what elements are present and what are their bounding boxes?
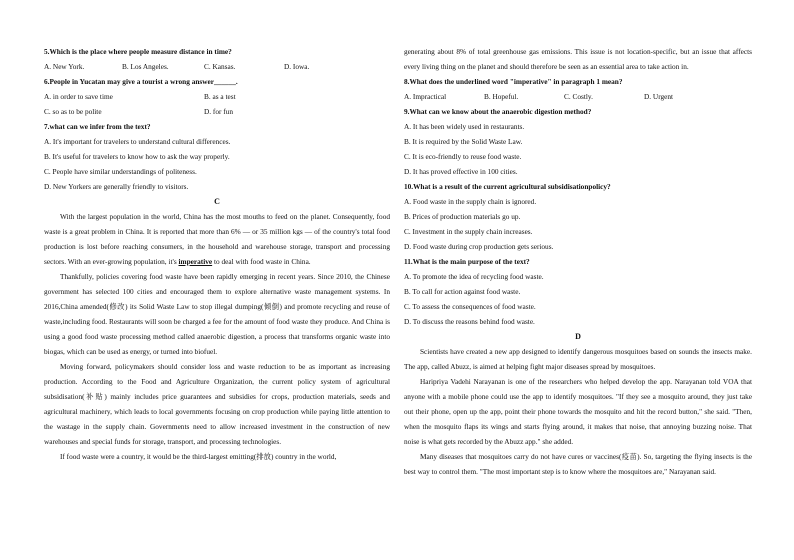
- q10-option-b[interactable]: B. Prices of production materials go up.: [404, 212, 521, 221]
- q9-option-c[interactable]: C. It is eco-friendly to reuse food waste.: [404, 152, 522, 161]
- q10-option-c[interactable]: C. Investment in the supply chain increases.: [404, 227, 533, 236]
- q7-option-d[interactable]: D. New Yorkers are generally friendly to visitors.: [44, 182, 189, 191]
- passage-c-paragraph-1: [44, 209, 390, 269]
- passage-c-p1-after: to deal with food waste in China.: [212, 257, 311, 266]
- q5-option-a[interactable]: A. New York.: [44, 62, 85, 71]
- passage-d-paragraph-1: Scientists have created a new app designed to identify dangerous mosquitoes based on sounds the insects make. The app, called Abuzz, is aimed at helping fight major diseases spread by mosquitoes.: [404, 347, 752, 371]
- question-7: 7.what can we infer from the text?: [44, 122, 151, 131]
- question-11: 11.What is the main purpose of the text?: [404, 257, 530, 266]
- q6-option-b[interactable]: B. as a test: [204, 92, 236, 101]
- q6-option-c[interactable]: C. so as to be polite: [44, 107, 102, 116]
- q9-option-a[interactable]: A. It has been widely used in restaurants.: [404, 122, 525, 131]
- question-9: 9.What can we know about the anaerobic digestion method?: [404, 107, 592, 116]
- passage-c-paragraph-3: Moving forward, policymakers should consider loss and waste reduction to be as important as increasing production. According to the Food and Agriculture Organization, the current policy system of agricultural subsidisation(补贴) mainly includes price guarantees and subsidies for crops, production materials, seeds and agricultural machinery, which leads to local governments focusing on crop production while paying little attention to the wastage in the supply chain. Governments need to allow increased investment in the construction of new warehouses and special funds for storage, transport, and processing technologies.: [44, 362, 390, 446]
- q11-option-a[interactable]: A. To promote the idea of recycling food waste.: [404, 272, 544, 281]
- q8-option-d[interactable]: D. Urgent: [644, 92, 674, 101]
- q5-option-b[interactable]: B. Los Angeles.: [122, 62, 169, 71]
- q11-option-d[interactable]: D. To discuss the reasons behind food waste.: [404, 317, 535, 326]
- q10-option-a[interactable]: A. Food waste in the supply chain is ignored.: [404, 197, 537, 206]
- question-10: 10.What is a result of the current agricultural subsidisationpolicy?: [404, 182, 611, 191]
- q7-option-b[interactable]: B. It's useful for travelers to know how to ask the way properly.: [44, 152, 230, 161]
- q7-option-c[interactable]: C. People have similar understandings of politeness.: [44, 167, 197, 176]
- passage-c-paragraph-4-start: If food waste were a country, it would be the third-largest emitting(排放) country in the world,: [60, 452, 337, 461]
- underlined-word-imperative: imperative: [178, 257, 213, 266]
- q6-option-d[interactable]: D. for fun: [204, 107, 233, 116]
- q6-option-a[interactable]: A. in order to save time: [44, 92, 113, 101]
- q9-option-b[interactable]: B. It is required by the Solid Waste Law.: [404, 137, 523, 146]
- passage-d-title: D: [575, 332, 581, 341]
- question-6-options-row-2: [44, 104, 390, 119]
- passage-c-paragraph-4-continued: generating about 8% of total greenhouse gas emissions. This issue is not location-specific, but an issue that affects every living thing on the planet and should therefore be seen as an essential area to take action in.: [404, 47, 752, 71]
- q11-option-c[interactable]: C. To assess the consequences of food waste.: [404, 302, 536, 311]
- passage-c-title: C: [214, 197, 220, 206]
- passage-c-p1-before: With the largest population in the world, China has the most mouths to feed on the planet. Consequently, food waste is a great problem in China. It is reported that more than 6% — or 35 million kgs — of the country's total food production is lost before reaching consumers, in the household and warehouse storage, transport and processing sectors. With an ever-growing population, it's: [44, 212, 390, 266]
- question-6: 6.People in Yucatan may give a tourist a wrong answer______.: [44, 77, 238, 86]
- q8-option-a[interactable]: A. Impractical: [404, 92, 447, 101]
- right-column: [404, 44, 752, 479]
- q5-option-c[interactable]: C. Kansas.: [204, 62, 236, 71]
- q10-option-d[interactable]: D. Food waste during crop production gets serious.: [404, 242, 554, 251]
- question-8: 8.What does the underlined word "imperative" in paragraph 1 mean?: [404, 77, 623, 86]
- question-5-options: [44, 59, 390, 74]
- q8-option-c[interactable]: C. Costly.: [564, 92, 593, 101]
- q9-option-d[interactable]: D. It has proved effective in 100 cities.: [404, 167, 518, 176]
- q7-option-a[interactable]: A. It's important for travelers to understand cultural differences.: [44, 137, 231, 146]
- q8-option-b[interactable]: B. Hopeful.: [484, 92, 519, 101]
- question-5: 5.Which is the place where people measure distance in time?: [44, 47, 232, 56]
- passage-d-paragraph-3: Many diseases that mosquitoes carry do not have cures or vaccines(疫苗). So, targeting the flying insects is the best way to control them. "The most important step is to know where the mosquitoes are," Narayanan said.: [404, 452, 752, 476]
- q11-option-b[interactable]: B. To call for action against food waste.: [404, 287, 521, 296]
- question-6-options-row-1: [44, 89, 390, 104]
- q5-option-d[interactable]: D. Iowa.: [284, 62, 310, 71]
- passage-d-paragraph-2: Haripriya Vadehi Narayanan is one of the researchers who helped develop the app. Narayanan told VOA that anyone with a mobile phone could use the app to identify mosquitoes. "If they see a mosquito around, they just take out their phone, open up the app, point their phone towards the mosquito and hit the record button," she said. "Then, when the mosquito flaps its wings and starts flying around, it makes that noise, that annoying buzzing noise. That noise is what gets recorded by the Abuzz app." she added.: [404, 377, 752, 446]
- left-column: [44, 44, 390, 464]
- question-8-options: [404, 89, 752, 104]
- passage-c-paragraph-2: Thankfully, policies covering food waste have been rapidly emerging in recent years. Since 2010, the Chinese government has selected 100 cities and encouraged them to explore alternative waste management systems. In 2016,China amended(修改) its Solid Waste Law to stop illegal dumping(倾倒) and promote recycling and reuse of waste,including food. Restaurants will soon be charged a fee for the amount of food waste they produce. And China is using a good food waste processing method called anaerobic digestion, a process that transforms organic waste into biogas, which can be used as energy, or turned into biofuel.: [44, 272, 390, 356]
